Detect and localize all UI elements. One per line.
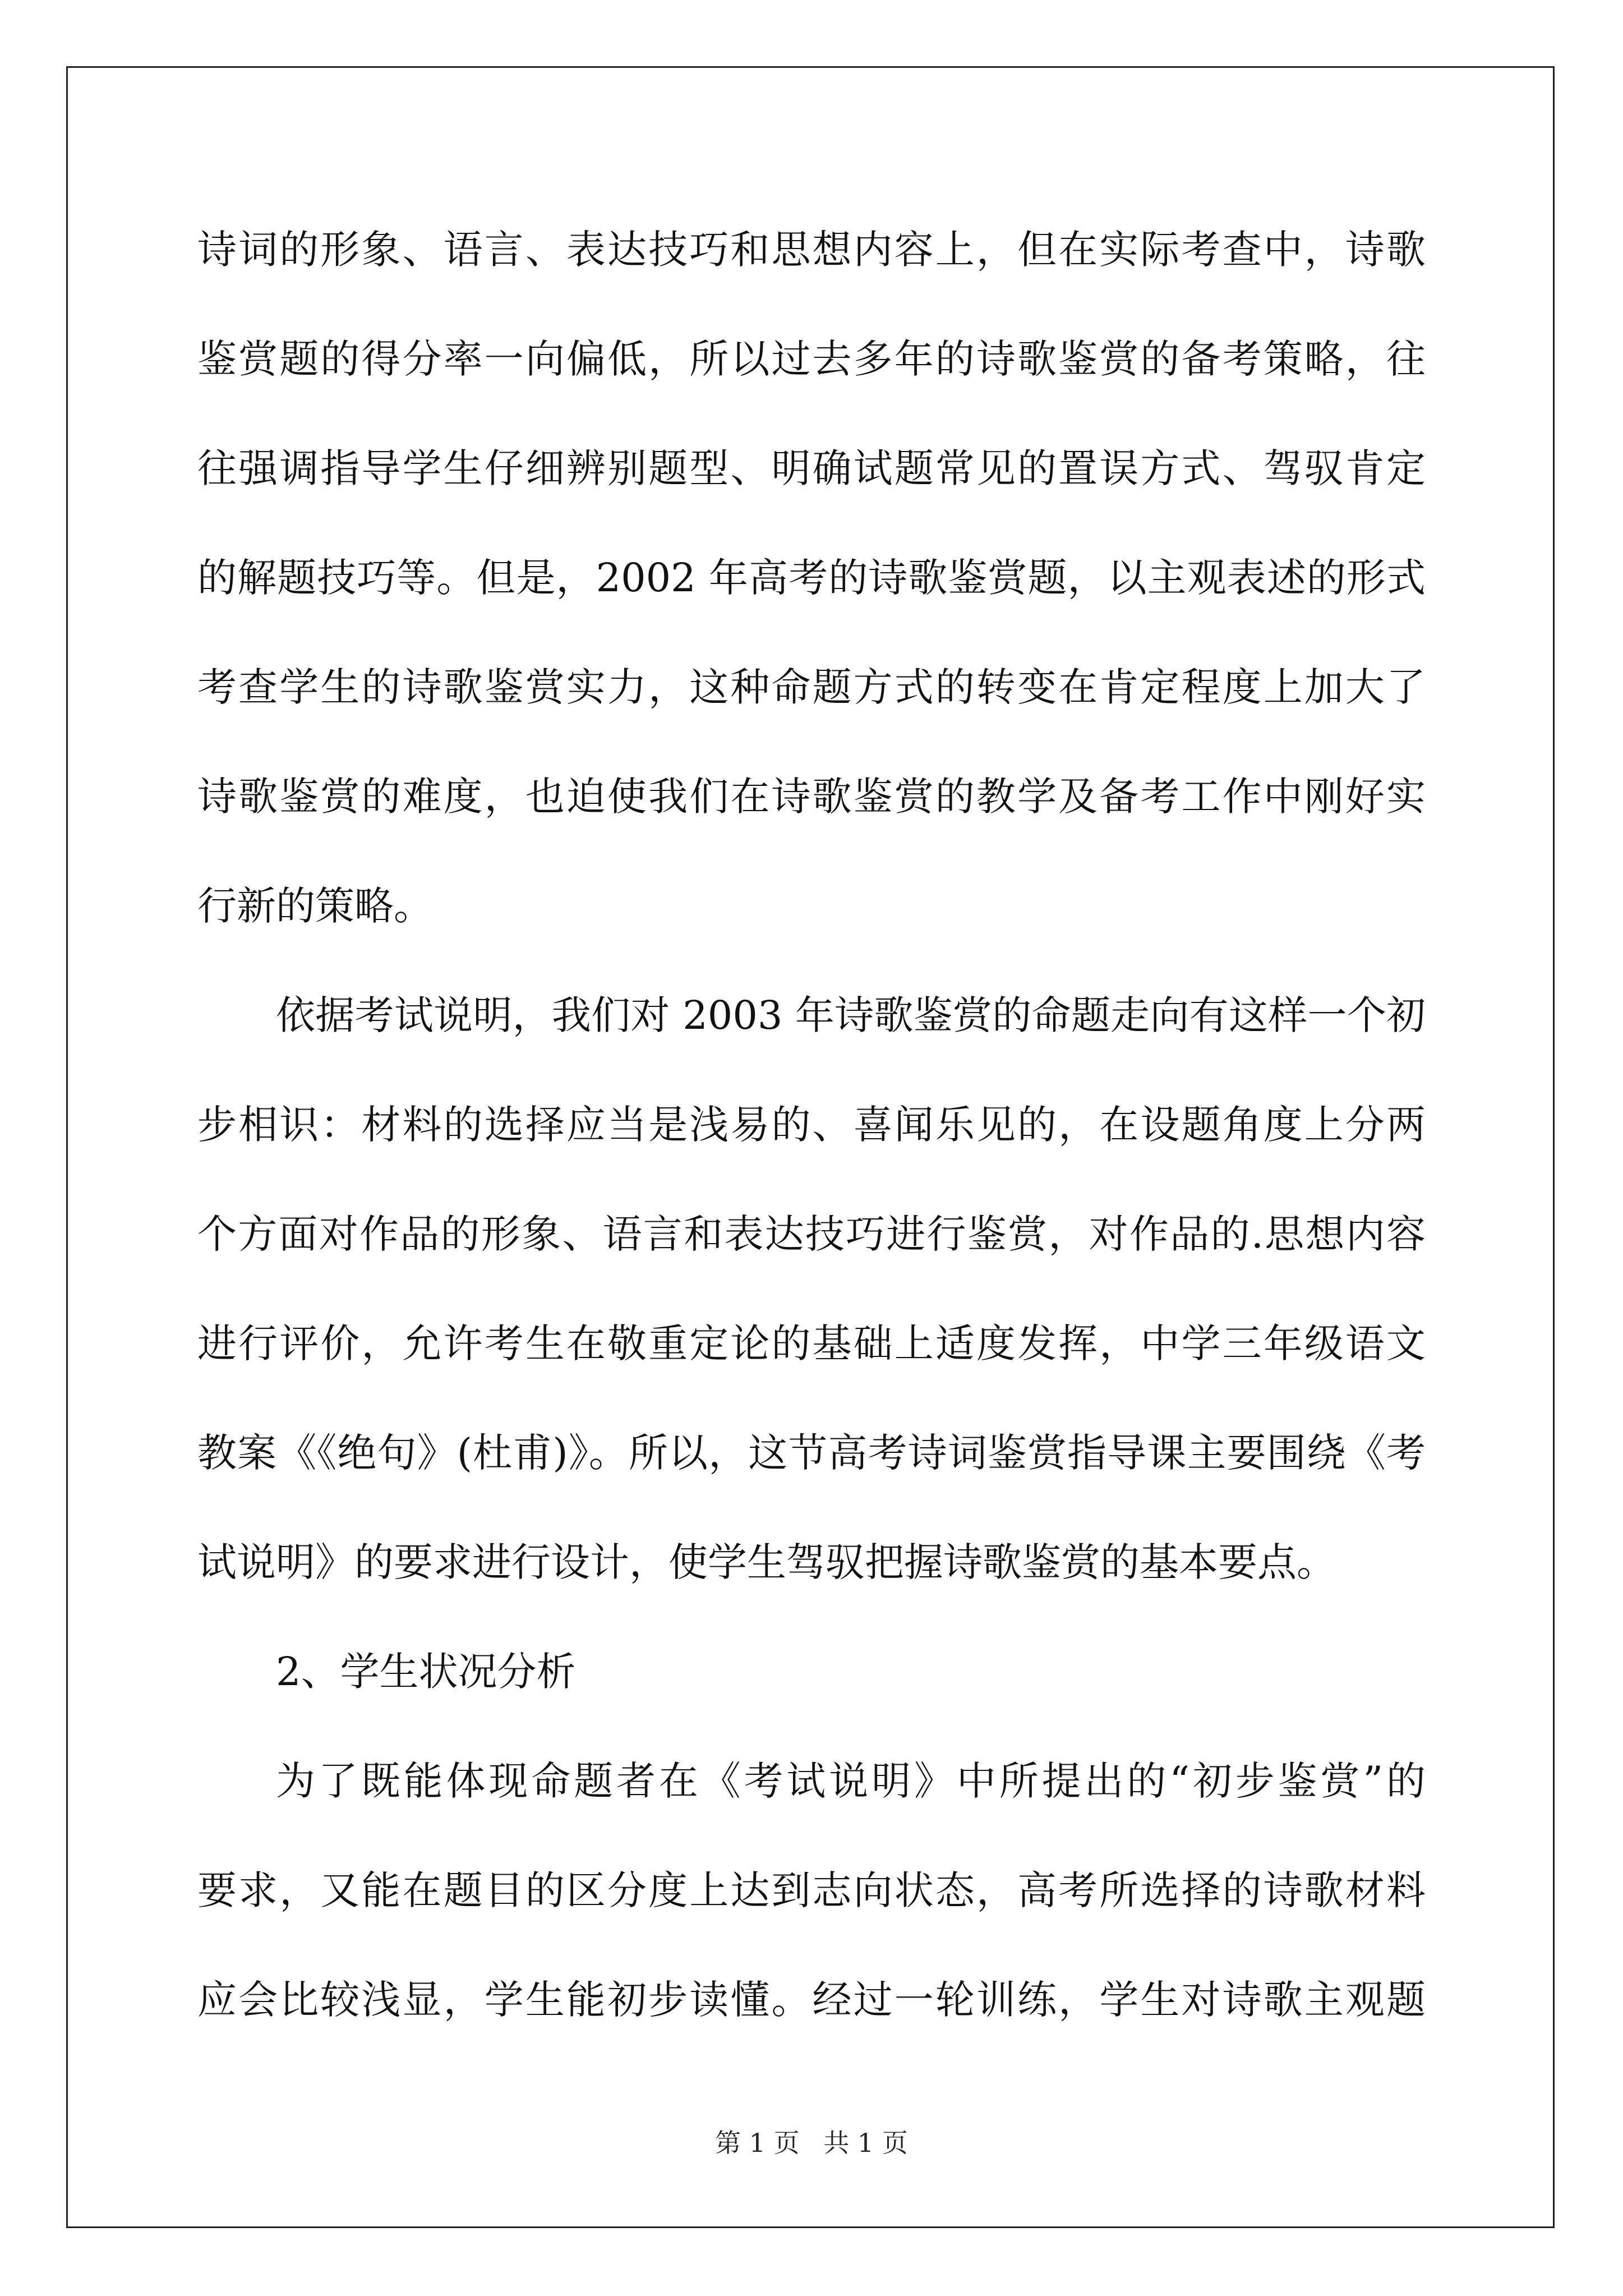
page-number: 第 1 页 (715, 2128, 800, 2158)
text-line: 诗词的形象、语言、表达技巧和思想内容上，但在实际考查中，诗歌 (197, 227, 1426, 273)
text-line: 的解题技巧等。但是，2002 年高考的诗歌鉴赏题，以主观表述的形式 (197, 555, 1426, 601)
text-line: 个方面对作品的形象、语言和表达技巧进行鉴赏，对作品的.思想内容 (197, 1211, 1426, 1257)
text-line: 鉴赏题的得分率一向偏低，所以过去多年的诗歌鉴赏的备考策略，往 (197, 336, 1426, 382)
text-line: 要求，又能在题目的区分度上达到志向状态，高考所选择的诗歌材料 (197, 1867, 1426, 1913)
text-line: 依据考试说明，我们对 2003 年诗歌鉴赏的命题走向有这样一个初 (276, 992, 1426, 1038)
text-line: 应会比较浅显，学生能初步读懂。经过一轮训练，学生对诗歌主观题 (197, 1977, 1426, 2023)
text-line: 往强调指导学生仔细辨别题型、明确试题常见的置误方式、驾驭肯定 (197, 445, 1426, 491)
text-line: 教案《《绝句》(杜甫)》。所以，这节高考诗词鉴赏指导课主要围绕《考 (197, 1430, 1426, 1476)
text-line: 诗歌鉴赏的难度，也迫使我们在诗歌鉴赏的教学及备考工作中刚好实 (197, 774, 1426, 820)
section-heading: 2、学生状况分析 (276, 1649, 576, 1695)
text-line: 步相识：材料的选择应当是浅易的、喜闻乐见的，在设题角度上分两 (197, 1102, 1426, 1148)
page-footer (0, 2126, 1623, 2160)
text-line: 试说明》的要求进行设计，使学生驾驭把握诗歌鉴赏的基本要点。 (197, 1539, 1336, 1585)
text-line: 考查学生的诗歌鉴赏实力，这种命题方式的转变在肯定程度上加大了 (197, 664, 1426, 710)
page-total: 共 1 页 (823, 2128, 908, 2158)
text-line: 行新的策略。 (197, 883, 433, 929)
text-line: 进行评价，允许考生在敬重定论的基础上适度发挥，中学三年级语文 (197, 1320, 1426, 1366)
text-line: 为了既能体现命题者在《考试说明》中所提出的“初步鉴赏”的 (276, 1758, 1426, 1804)
